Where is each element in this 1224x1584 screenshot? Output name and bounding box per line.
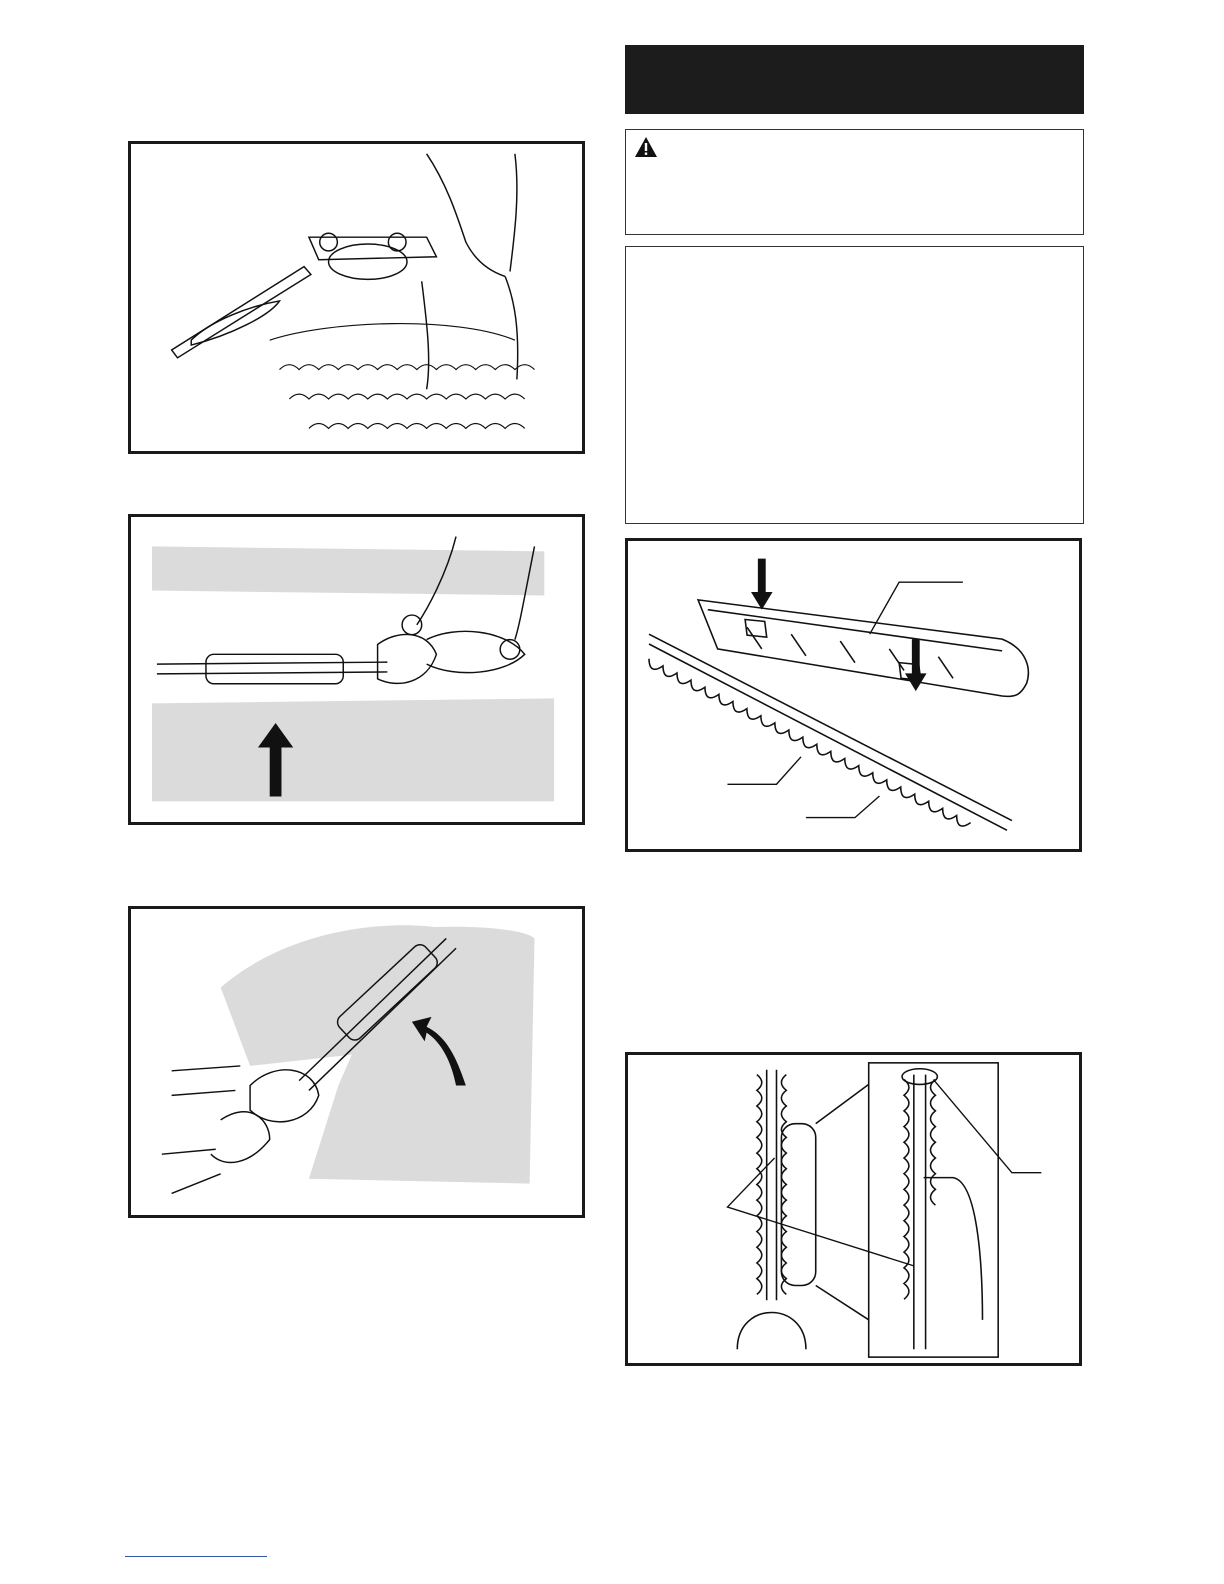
info-box [625, 246, 1084, 524]
chip-receiver-illustration [628, 541, 1079, 849]
trimming-top-illustration [131, 144, 582, 451]
down-arrow-icon [751, 559, 773, 610]
blade-detail-illustration [628, 1055, 1079, 1363]
section-header-bar [625, 45, 1084, 114]
figure-trimming-hedge-arc [128, 906, 585, 1218]
callout-lines [727, 1080, 1041, 1266]
trimming-arc-illustration [131, 909, 582, 1215]
trimming-side-illustration [131, 517, 582, 822]
footer-link-underline[interactable] [125, 1556, 267, 1557]
warning-triangle-icon [634, 136, 658, 158]
figure-blade-detail [625, 1052, 1082, 1366]
figure-chip-receiver [625, 538, 1082, 852]
figure-trimming-hedge-top [128, 141, 585, 454]
figure-trimming-hedge-side [128, 514, 585, 825]
warning-box [625, 129, 1084, 235]
